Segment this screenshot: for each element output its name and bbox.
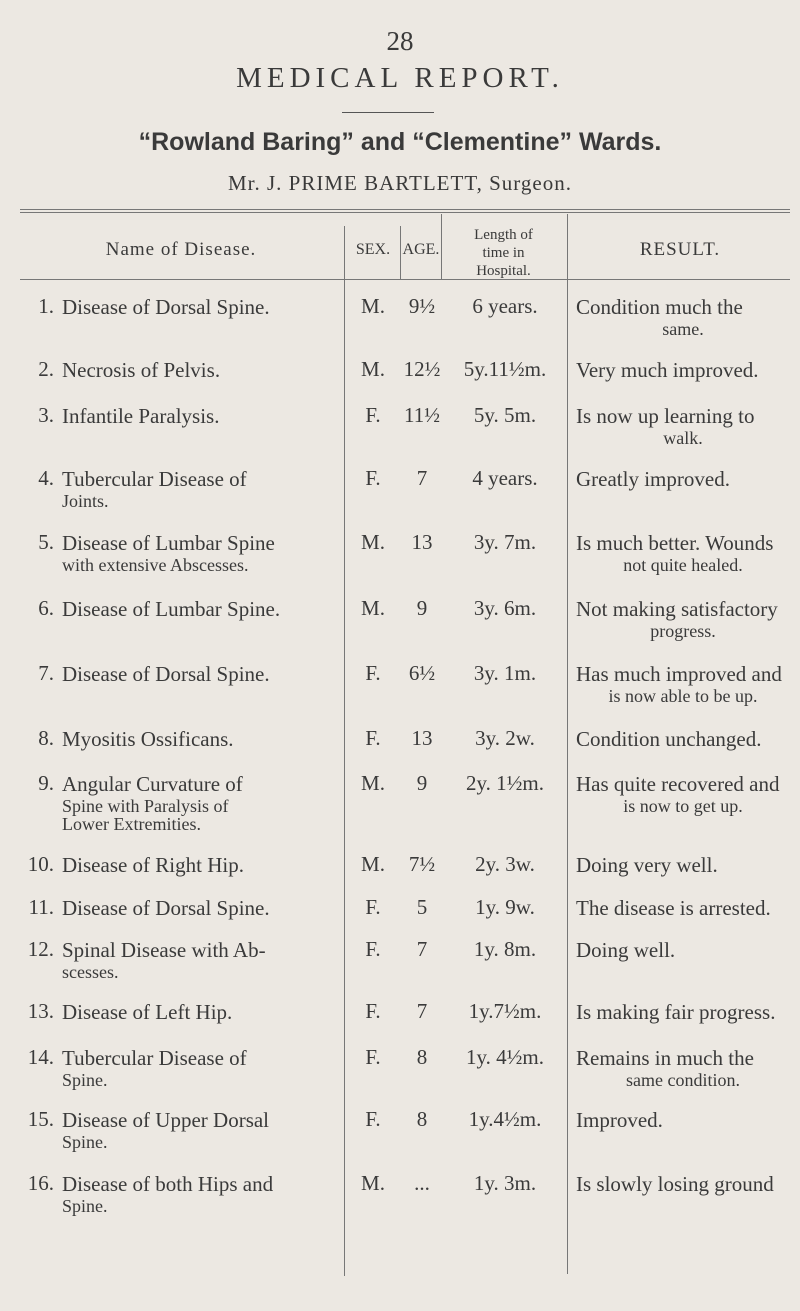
result-line1: Very much improved. (576, 358, 759, 382)
row-number: 10. (27, 852, 54, 876)
disease-name (62, 1107, 344, 1151)
result-line2: same. (662, 319, 704, 339)
patient-sex: F. (365, 661, 381, 685)
result (576, 726, 790, 752)
result (576, 357, 790, 383)
row-number: 7. (38, 661, 54, 685)
result-line1: Not making satisfactory (576, 597, 778, 621)
length-of-stay: 3y. 6m. (473, 596, 537, 620)
result (576, 596, 790, 640)
length-of-stay: 1y. 9w. (475, 895, 535, 919)
header-length-line2: time in (482, 245, 525, 261)
row-number: 5. (38, 530, 54, 554)
row-number: 13. (27, 999, 54, 1023)
disease-name-line2: Spine. (62, 1132, 108, 1152)
result-line2: is now to get up. (623, 796, 743, 816)
patient-age: 7 (416, 466, 428, 490)
length-of-stay: 3y. 7m. (473, 530, 537, 554)
patient-age: 11½ (404, 403, 440, 427)
result-line1: Improved. (576, 1108, 663, 1132)
row-number: 12. (27, 937, 54, 961)
length-of-stay: 2y. 1½m. (466, 771, 544, 795)
result (576, 999, 790, 1025)
result-line1: Is much better. Wounds (576, 531, 774, 555)
patient-sex: F. (365, 999, 381, 1023)
column-divider-name (344, 226, 345, 1276)
disease-name (62, 466, 344, 510)
length-of-stay: 1y. 3m. (473, 1171, 537, 1195)
result-line2: walk. (663, 428, 703, 448)
disease-name (62, 357, 344, 383)
length-of-stay: 6 years. (472, 294, 538, 318)
patient-sex: M. (361, 771, 385, 795)
row-number: 6. (38, 596, 54, 620)
disease-name (62, 852, 344, 878)
result (576, 852, 790, 878)
surgeon-heading: Mr. J. PRIME BARTLETT, Surgeon. (228, 171, 572, 195)
patient-sex: F. (365, 726, 381, 750)
header-sex: SEX. (355, 241, 391, 258)
row-number: 3. (38, 403, 54, 427)
patient-age: 13 (411, 530, 433, 554)
disease-name (62, 1171, 344, 1215)
result-line1: Greatly improved. (576, 467, 730, 491)
result (576, 895, 790, 921)
length-of-stay: 4 years. (472, 466, 538, 490)
disease-name-line1: Disease of Dorsal Spine. (62, 896, 270, 920)
result (576, 1107, 790, 1133)
length-of-stay: 1y.7½m. (468, 999, 542, 1023)
disease-name-line1: Disease of Lumbar Spine. (62, 597, 281, 621)
result-line2: progress. (650, 621, 716, 641)
patient-sex: F. (365, 1107, 381, 1131)
patient-sex: M. (361, 357, 385, 381)
row-number: 16. (27, 1171, 54, 1195)
result (576, 661, 790, 705)
result (576, 403, 790, 447)
row-number: 9. (38, 771, 54, 795)
result (576, 1171, 790, 1197)
row-number: 14. (27, 1045, 54, 1069)
row-number: 15. (27, 1107, 54, 1131)
result-line1: Is now up learning to (576, 404, 755, 428)
disease-name-line1: Tubercular Disease of (62, 1046, 247, 1070)
header-age: AGE. (402, 241, 440, 258)
result (576, 530, 790, 574)
patient-age: 8 (416, 1045, 428, 1069)
patient-sex: F. (365, 895, 381, 919)
disease-name-line1: Disease of Dorsal Spine. (62, 295, 270, 319)
patient-sex: M. (361, 294, 385, 318)
result-line1: Is slowly losing ground (576, 1172, 774, 1196)
result (576, 466, 790, 492)
header-length-line1: Length of (474, 227, 533, 243)
result-line1: Has quite recovered and (576, 772, 780, 796)
patient-age: 7 (416, 999, 428, 1023)
patient-age: 7 (416, 937, 428, 961)
result-line2: not quite healed. (623, 555, 743, 575)
length-of-stay: 3y. 1m. (473, 661, 537, 685)
result-line1: Condition much the (576, 295, 743, 319)
result-line1: Remains in much the (576, 1046, 754, 1070)
header-length-of-time (441, 226, 566, 280)
disease-name (62, 895, 344, 921)
patient-sex: F. (365, 466, 381, 490)
wards-heading: “Rowland Baring” and “Clementine” Wards. (138, 128, 662, 156)
length-of-stay: 2y. 3w. (475, 852, 535, 876)
disease-name-line2: with extensive Abscesses. (62, 555, 249, 575)
patient-age: 9 (416, 596, 428, 620)
patient-sex: M. (361, 1171, 385, 1195)
disease-name-line2: Spine. (62, 1070, 108, 1090)
header-length-line3: Hospital. (476, 263, 531, 279)
title-underline (342, 112, 434, 113)
row-number: 4. (38, 466, 54, 490)
disease-name-line1: Disease of Left Hip. (62, 1000, 233, 1024)
result-line1: Doing very well. (576, 853, 718, 877)
disease-name-line1: Necrosis of Pelvis. (62, 358, 221, 382)
disease-name-line1: Disease of Upper Dorsal (62, 1108, 270, 1132)
disease-name-line1: Infantile Paralysis. (62, 404, 220, 428)
disease-name (62, 771, 344, 833)
report-title: MEDICAL REPORT. (236, 62, 564, 94)
result (576, 294, 790, 338)
disease-name (62, 530, 344, 574)
disease-name-line3: Lower Extremities. (62, 814, 201, 834)
result-line2: same condition. (626, 1070, 740, 1090)
disease-name (62, 1045, 344, 1089)
patient-age: 7½ (408, 852, 436, 876)
length-of-stay: 3y. 2w. (475, 726, 535, 750)
result-line1: Condition unchanged. (576, 727, 762, 751)
result-line2: is now able to be up. (608, 686, 758, 706)
result-line1: Has much improved and (576, 662, 782, 686)
result-line1: The disease is arrested. (576, 896, 771, 920)
disease-name-line2: Joints. (62, 491, 109, 511)
header-bottom-rule (20, 279, 790, 280)
disease-name (62, 999, 344, 1025)
disease-name (62, 937, 344, 981)
patient-sex: F. (365, 403, 381, 427)
patient-sex: M. (361, 530, 385, 554)
length-of-stay: 1y. 4½m. (466, 1045, 544, 1069)
result (576, 771, 790, 815)
disease-name-line1: Myositis Ossificans. (62, 727, 234, 751)
table-top-rule (20, 209, 790, 210)
patient-sex: F. (365, 937, 381, 961)
length-of-stay: 5y. 5m. (473, 403, 537, 427)
disease-name (62, 403, 344, 429)
disease-name-line1: Tubercular Disease of (62, 467, 247, 491)
disease-name (62, 596, 344, 622)
row-number: 8. (38, 726, 54, 750)
disease-name-line1: Disease of Dorsal Spine. (62, 662, 270, 686)
length-of-stay: 5y.11½m. (463, 357, 547, 381)
patient-sex: M. (361, 596, 385, 620)
patient-age: 8 (416, 1107, 428, 1131)
patient-age: 6½ (408, 661, 436, 685)
result-line1: Is making fair progress. (576, 1000, 776, 1024)
disease-name (62, 726, 344, 752)
patient-sex: F. (365, 1045, 381, 1069)
length-of-stay: 1y. 8m. (473, 937, 537, 961)
disease-name-line1: Disease of Right Hip. (62, 853, 244, 877)
patient-age: 9 (416, 771, 428, 795)
disease-name-line1: Disease of Lumbar Spine (62, 531, 275, 555)
disease-name-line1: Spinal Disease with Ab- (62, 938, 266, 962)
length-of-stay: 1y.4½m. (468, 1107, 542, 1131)
row-number: 1. (38, 294, 54, 318)
result (576, 937, 790, 963)
result (576, 1045, 790, 1089)
header-result: RESULT. (639, 239, 721, 260)
disease-name-line2: scesses. (62, 962, 119, 982)
page-number: 28 (386, 26, 414, 56)
disease-name-line2: Spine. (62, 1196, 108, 1216)
table-top-rule-2 (20, 212, 790, 213)
header-name-of-disease: Name of Disease. (105, 239, 257, 260)
disease-name-line1: Disease of both Hips and (62, 1172, 274, 1196)
result-line1: Doing well. (576, 938, 676, 962)
row-number: 11. (28, 895, 54, 919)
disease-name (62, 661, 344, 687)
disease-name-line1: Angular Curvature of (62, 772, 243, 796)
patient-age: 9½ (408, 294, 436, 318)
patient-age: ... (414, 1171, 430, 1195)
disease-name-line2: Spine with Paralysis of (62, 796, 229, 816)
row-number: 2. (38, 357, 54, 381)
patient-sex: M. (361, 852, 385, 876)
patient-age: 5 (416, 895, 428, 919)
patient-age: 12½ (403, 357, 441, 381)
patient-age: 13 (411, 726, 433, 750)
disease-name (62, 294, 344, 320)
